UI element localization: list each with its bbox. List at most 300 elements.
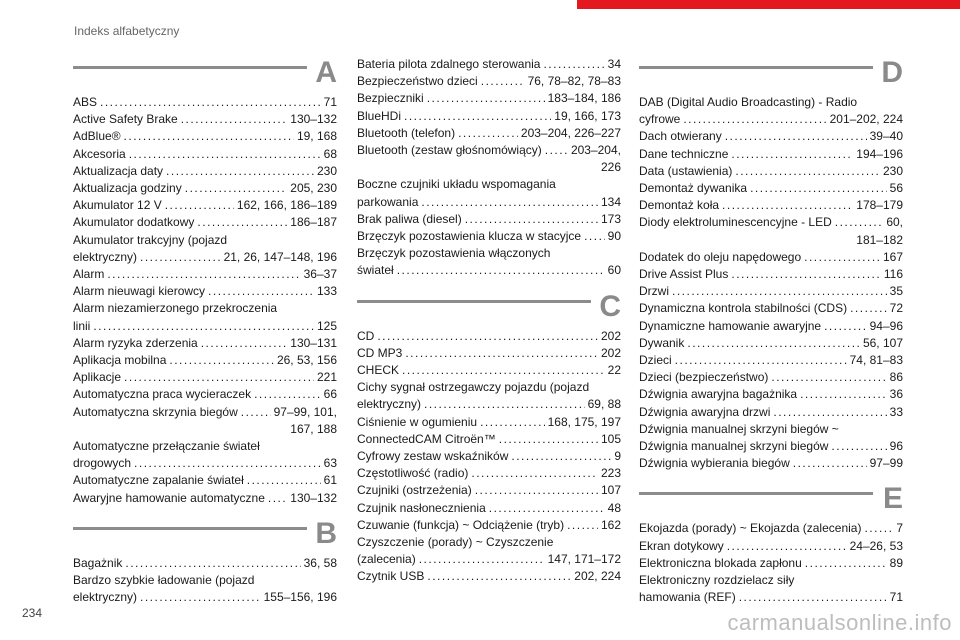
index-entry-text: Elektroniczny rozdzielacz siły: [639, 573, 795, 588]
index-entry-line: [357, 551, 621, 568]
index-entry-line: [73, 94, 337, 111]
page-reference[interactable]: 194–196: [856, 146, 903, 161]
page-header-title: Indeks alfabetyczny: [74, 24, 180, 38]
index-entry-text: Automatyczne przełączanie świateł: [73, 439, 260, 454]
index-section: [357, 56, 621, 280]
index-entry[interactable]: [357, 176, 621, 210]
dot-leader: [750, 180, 887, 197]
page-reference-continued[interactable]: 167, 188: [290, 421, 337, 436]
index-entry-line: [357, 108, 621, 125]
index-entry-text: BlueHDi: [357, 108, 402, 123]
index-entry[interactable]: [357, 517, 621, 534]
index-entry[interactable]: [357, 90, 621, 107]
index-entry-text: linii: [73, 318, 91, 333]
page-reference[interactable]: 34: [607, 57, 621, 71]
page-reference-continued[interactable]: 226: [600, 160, 621, 175]
index-entry[interactable]: [357, 534, 621, 568]
index-entry-line: [73, 490, 337, 507]
page-reference[interactable]: 168, 175, 197: [547, 414, 621, 429]
index-entry[interactable]: [639, 455, 903, 472]
index-entry[interactable]: [73, 266, 337, 283]
index-entry[interactable]: [73, 197, 337, 214]
page-reference[interactable]: 162: [600, 517, 621, 532]
index-entry[interactable]: [639, 128, 903, 145]
page-reference[interactable]: 61: [323, 473, 337, 488]
index-entry-text: Bluetooth (telefon): [357, 125, 456, 140]
index-entry[interactable]: [357, 245, 621, 279]
index-entry[interactable]: [639, 335, 903, 352]
index-entry-text: Data (ustawienia): [639, 163, 733, 178]
page-reference[interactable]: 178–179: [856, 198, 903, 213]
index-entry-text: Akumulator 12 V: [73, 198, 162, 213]
index-entry[interactable]: [73, 94, 337, 111]
index-entry-line: [639, 438, 903, 455]
index-column: [73, 56, 337, 616]
index-entry[interactable]: [73, 214, 337, 231]
index-entry-text: Dźwignia awaryjna drzwi: [639, 404, 771, 419]
index-entry[interactable]: [357, 228, 621, 245]
index-entry-text: Brzęczyk pozostawienia klucza w stacyjce: [357, 229, 582, 244]
index-entry-line: [73, 386, 337, 403]
page-reference[interactable]: 107: [600, 483, 621, 498]
index-entry[interactable]: [73, 232, 337, 266]
page-reference[interactable]: 223: [600, 466, 621, 481]
index-entry-text: Dodatek do oleju napędowego: [639, 249, 802, 264]
page-reference[interactable]: 66: [323, 387, 337, 402]
watermark: carmanualsonline.info: [727, 610, 952, 635]
index-entry[interactable]: [357, 73, 621, 90]
dot-leader: [683, 111, 826, 128]
index-entry[interactable]: [639, 249, 903, 266]
page-reference[interactable]: 202: [600, 345, 621, 360]
index-entry-line: [73, 589, 337, 606]
section-letter: C: [599, 289, 621, 323]
index-entry[interactable]: [357, 448, 621, 465]
dot-leader: [140, 249, 221, 266]
index-entry-text: Aplikacja mobilna: [73, 353, 167, 368]
index-entry[interactable]: [639, 386, 903, 403]
index-entry[interactable]: [73, 490, 337, 507]
page-reference[interactable]: 125: [316, 318, 337, 333]
index-entry-line: [639, 555, 903, 572]
index-entry-text: Diody elektroluminescencyjne - LED: [639, 215, 832, 230]
index-entry[interactable]: [73, 111, 337, 128]
dot-leader: [727, 538, 847, 555]
index-entry-text: świateł: [357, 263, 394, 278]
index-entry-text: Drzwi: [639, 284, 669, 299]
index-entry-line: [357, 228, 621, 245]
page-reference[interactable]: 63: [323, 456, 337, 471]
page-reference[interactable]: 19, 168: [296, 129, 337, 144]
index-entry[interactable]: [639, 404, 903, 421]
page-reference[interactable]: 60,: [886, 215, 903, 230]
index-entry-line: [357, 500, 621, 517]
page-reference[interactable]: 201–202, 224: [829, 112, 903, 127]
index-entry-line: [639, 386, 903, 403]
dot-leader: [169, 352, 274, 369]
dot-leader: [185, 180, 288, 197]
index-section: [639, 56, 903, 472]
page-reference[interactable]: 90: [607, 229, 621, 244]
index-entry-line: [639, 128, 903, 145]
page-reference[interactable]: 22: [607, 363, 621, 378]
page-reference-continued[interactable]: 181–182: [856, 232, 903, 247]
index-entry[interactable]: [357, 345, 621, 362]
index-entry[interactable]: [357, 414, 621, 431]
index-entry[interactable]: [73, 163, 337, 180]
index-entry-text: Aktualizacja godziny: [73, 181, 182, 196]
page-reference[interactable]: 86: [889, 370, 903, 385]
index-entry-line: [73, 352, 337, 369]
index-entry-text: CHECK: [357, 363, 400, 378]
dot-leader: [254, 386, 321, 403]
page-reference[interactable]: 36: [889, 387, 903, 402]
index-entry-line: [73, 111, 337, 128]
dot-leader: [831, 438, 886, 455]
dot-leader: [824, 318, 867, 335]
page-reference[interactable]: 97–99: [869, 456, 903, 471]
index-entry[interactable]: [73, 283, 337, 300]
dot-leader: [129, 146, 321, 163]
index-entry-line: [73, 197, 337, 214]
index-entry[interactable]: [639, 146, 903, 163]
index-entry-line: [357, 73, 621, 90]
page-reference[interactable]: 230: [316, 163, 337, 178]
index-entry[interactable]: [73, 472, 337, 489]
index-entry[interactable]: [73, 404, 337, 438]
page-reference[interactable]: 60: [607, 263, 621, 278]
dot-leader: [773, 404, 886, 421]
page-reference[interactable]: 71: [889, 590, 903, 605]
section-letter: E: [882, 482, 903, 516]
index-entry[interactable]: [639, 266, 903, 283]
index-entry[interactable]: [357, 328, 621, 345]
page-reference[interactable]: 94–96: [869, 318, 903, 333]
page-reference[interactable]: 48: [607, 500, 621, 515]
index-entry[interactable]: [73, 146, 337, 163]
index-entry-line: [639, 180, 903, 197]
page-reference[interactable]: 162, 166, 186–189: [236, 198, 337, 213]
dot-leader: [864, 520, 893, 537]
index-entry[interactable]: [357, 56, 621, 73]
index-entry[interactable]: [639, 300, 903, 317]
page-number: 234: [22, 606, 43, 620]
index-entry[interactable]: [639, 555, 903, 572]
index-entry-text: drogowych: [73, 456, 132, 471]
dot-leader: [804, 249, 880, 266]
section-divider: [73, 66, 307, 69]
index-entry[interactable]: [639, 369, 903, 386]
index-column: [357, 56, 621, 596]
page-reference[interactable]: 36, 58: [303, 555, 337, 570]
section-divider: [73, 527, 307, 530]
index-entry-line: [357, 431, 621, 448]
section-header: [73, 517, 337, 551]
index-entry-line: [73, 180, 337, 197]
section-divider: [639, 492, 873, 495]
index-entry-line: [73, 163, 337, 180]
index-entry-text: Alarm: [73, 267, 105, 282]
index-entry[interactable]: [357, 500, 621, 517]
index-entry-text: Ekran dotykowy: [639, 538, 724, 553]
index-entry-text: Elektroniczna blokada zapłonu: [639, 555, 802, 570]
index-entry-text: Dzieci (bezpieczeństwo): [639, 370, 769, 385]
index-entry[interactable]: [639, 572, 903, 606]
index-entry[interactable]: [357, 465, 621, 482]
page-reference[interactable]: 24–26, 53: [849, 538, 903, 553]
index-entry-text: Drive Assist Plus: [639, 267, 729, 282]
page-reference[interactable]: 203–204, 226–227: [520, 125, 621, 140]
dot-leader: [125, 555, 300, 572]
dot-leader: [93, 318, 314, 335]
index-entry[interactable]: [357, 568, 621, 585]
section-letter: D: [881, 56, 903, 89]
dot-leader: [377, 328, 598, 345]
dot-leader: [687, 335, 860, 352]
dot-leader: [543, 56, 604, 73]
index-entry-text: elektryczny): [73, 249, 138, 264]
index-entry-text: AdBlue®: [73, 129, 121, 144]
dot-leader: [419, 551, 545, 568]
page-reference[interactable]: 74, 81–83: [849, 353, 903, 368]
page-reference[interactable]: 39–40: [869, 129, 903, 144]
page-reference[interactable]: 21, 26, 147–148, 196: [223, 249, 337, 264]
page-reference[interactable]: 96: [889, 439, 903, 454]
section-header: [639, 56, 903, 90]
index-entry[interactable]: [639, 520, 903, 537]
index-entry-line: [73, 146, 337, 163]
page-reference[interactable]: 36–37: [303, 267, 337, 282]
dot-leader: [405, 345, 598, 362]
index-entry-text: hamowania (REF): [639, 590, 736, 605]
page-reference[interactable]: 134: [600, 194, 621, 209]
index-entry[interactable]: [639, 214, 903, 248]
page-reference[interactable]: 221: [316, 370, 337, 385]
index-entry-line: [357, 414, 621, 431]
index-entry[interactable]: [639, 421, 903, 455]
index-entry-line: [357, 56, 621, 73]
index-entry[interactable]: [73, 369, 337, 386]
index-entry-text: (zalecenia): [357, 552, 416, 567]
index-entry[interactable]: [73, 335, 337, 352]
page-reference[interactable]: 205, 230: [290, 181, 337, 196]
page-reference[interactable]: 72: [889, 301, 903, 316]
index-entry[interactable]: [639, 163, 903, 180]
page-reference[interactable]: 56, 107: [862, 335, 903, 350]
index-entry[interactable]: [357, 125, 621, 142]
index-entry-line: [639, 369, 903, 386]
dot-leader: [771, 369, 886, 386]
page-reference[interactable]: 130–132: [290, 112, 337, 127]
index-entry-text: Czyszczenie (porady) ~ Czyszczenie: [357, 535, 554, 550]
index-entry-text: Bezpieczniki: [357, 91, 424, 106]
page-reference[interactable]: 130–132: [290, 490, 337, 505]
index-entry-line: [73, 369, 337, 386]
index-entry[interactable]: [357, 142, 621, 176]
index-entry-text: Aktualizacja daty: [73, 163, 164, 178]
page-reference[interactable]: 155–156, 196: [263, 590, 337, 605]
index-entry[interactable]: [73, 572, 337, 606]
index-entry-line: [639, 283, 903, 300]
dot-leader: [140, 589, 261, 606]
index-entry-text: Alarm ryzyka zderzenia: [73, 335, 198, 350]
index-entry-line: [639, 146, 903, 163]
page-reference[interactable]: 203–204,: [570, 143, 621, 158]
dot-leader: [181, 111, 288, 128]
index-entry-text: ConnectedCAM Citroën™: [357, 431, 496, 446]
dot-leader: [835, 214, 884, 231]
page-reference[interactable]: 202: [600, 328, 621, 343]
index-entry[interactable]: [73, 555, 337, 572]
index-entry[interactable]: [73, 438, 337, 472]
page-reference[interactable]: 186–187: [290, 215, 337, 230]
dot-leader: [725, 128, 867, 145]
index-entry-line: [357, 211, 621, 228]
page-reference[interactable]: 202, 224: [574, 569, 621, 584]
dot-leader: [489, 500, 605, 517]
index-entry-text: Cyfrowy zestaw wskaźników: [357, 449, 509, 464]
index-entry[interactable]: [639, 197, 903, 214]
index-entry-line: [357, 448, 621, 465]
page-reference[interactable]: 7: [896, 521, 903, 536]
index-entry-line: [73, 214, 337, 231]
section-letter: A: [315, 56, 337, 89]
index-entry[interactable]: [639, 180, 903, 197]
index-entry[interactable]: [639, 318, 903, 335]
dot-leader: [402, 362, 605, 379]
dot-leader: [424, 396, 585, 413]
index-entry-text: Automatyczna praca wycieraczek: [73, 387, 252, 402]
index-entry-text: Ekojazda (porady) ~ Ekojazda (zalecenia): [639, 521, 862, 536]
page-reference[interactable]: 89: [889, 555, 903, 570]
dot-leader: [499, 431, 598, 448]
accent-bar: [577, 0, 960, 9]
index-entry-line: [639, 455, 903, 472]
dot-leader: [805, 555, 887, 572]
dot-leader: [197, 214, 287, 231]
index-entry-line: [639, 335, 903, 352]
index-entry-line: [357, 328, 621, 345]
page-reference[interactable]: 71: [323, 95, 337, 109]
index-entry[interactable]: [639, 352, 903, 369]
index-entry-line: [357, 262, 621, 279]
page-reference[interactable]: 26, 53, 156: [276, 353, 337, 368]
page-reference[interactable]: 33: [889, 404, 903, 419]
index-entry[interactable]: [639, 283, 903, 300]
index-entry[interactable]: [73, 352, 337, 369]
index-entry-text: Demontaż koła: [639, 198, 720, 213]
index-entry-text: Czujnik nasłonecznienia: [357, 500, 486, 515]
page-reference[interactable]: 105: [600, 431, 621, 446]
index-entry[interactable]: [73, 180, 337, 197]
page-reference[interactable]: 68: [323, 146, 337, 161]
page-reference[interactable]: 116: [883, 267, 903, 282]
dot-leader: [793, 455, 867, 472]
page-reference[interactable]: 130–131: [290, 335, 337, 350]
index-entry-line: [73, 404, 337, 421]
index-entry[interactable]: [357, 431, 621, 448]
index-entry-text: Bateria pilota zdalnego sterowania: [357, 57, 541, 71]
dot-leader: [427, 90, 545, 107]
dot-leader: [739, 589, 887, 606]
index-entry-text: Brzęczyk pozostawienia włączonych: [357, 246, 551, 261]
index-entry[interactable]: [73, 300, 337, 334]
page-reference[interactable]: 183–184, 186: [547, 91, 621, 106]
dot-leader: [731, 146, 853, 163]
dot-leader: [100, 94, 321, 111]
index-entry-text: Dźwignia wybierania biegów: [639, 456, 790, 471]
index-entry[interactable]: [73, 128, 337, 145]
index-entry-text: Częstotliwość (radio): [357, 466, 469, 481]
index-entry-text: Dźwignia awaryjna bagażnika: [639, 387, 798, 402]
dot-leader: [850, 300, 887, 317]
dot-leader: [675, 352, 847, 369]
index-entry-line: [357, 345, 621, 362]
page-reference[interactable]: 133: [316, 284, 337, 299]
dot-leader: [458, 125, 518, 142]
index-entry-text: parkowania: [357, 194, 419, 209]
index-entry[interactable]: [357, 482, 621, 499]
dot-leader: [421, 194, 598, 211]
page-reference[interactable]: 173: [600, 211, 621, 226]
index-entry-line: [73, 249, 337, 266]
page-reference[interactable]: 69, 88: [587, 397, 621, 412]
index-entry-text: Bagażnik: [73, 555, 123, 570]
dot-leader: [672, 283, 887, 300]
index-entry-line: [639, 520, 903, 537]
index-entry[interactable]: [357, 362, 621, 379]
page-reference[interactable]: 230: [882, 163, 903, 178]
page-reference[interactable]: 76, 78–82, 78–83: [527, 74, 621, 89]
dot-leader: [404, 108, 551, 125]
index-entry[interactable]: [357, 108, 621, 125]
page-reference[interactable]: 97–99, 101,: [273, 404, 337, 419]
index-entry-text: Aplikacje: [73, 370, 122, 385]
index-entry-line: [73, 283, 337, 300]
index-entry-text: Akumulator dodatkowy: [73, 215, 195, 230]
page-reference[interactable]: 167: [882, 249, 903, 264]
dot-leader: [124, 128, 294, 145]
index-entry[interactable]: [73, 386, 337, 403]
page-reference[interactable]: 56: [889, 181, 903, 196]
dot-leader: [134, 455, 321, 472]
index-entry-line: [357, 517, 621, 534]
section-header: [73, 56, 337, 90]
index-entry-text: Bardzo szybkie ładowanie (pojazd: [73, 573, 255, 588]
index-entry[interactable]: [639, 94, 903, 128]
page-reference[interactable]: 35: [889, 284, 903, 299]
dot-leader: [731, 266, 881, 283]
dot-leader: [735, 163, 880, 180]
index-entry-text: Alarm nieuwagi kierowcy: [73, 284, 206, 299]
index-entry[interactable]: [639, 538, 903, 555]
index-entry-line: [357, 465, 621, 482]
page-reference[interactable]: 147, 171–172: [547, 552, 621, 567]
dot-leader: [241, 404, 271, 421]
index-entry[interactable]: [357, 379, 621, 413]
index-entry-line: [639, 163, 903, 180]
dot-leader: [165, 197, 234, 214]
index-entry-text: Bluetooth (zestaw głośnomówiący): [357, 143, 542, 158]
index-entry-line: [357, 142, 621, 159]
index-entry-text: Brak paliwa (diesel): [357, 211, 462, 226]
index-entry-text: Dynamiczna kontrola stabilności (CDS): [639, 301, 848, 316]
page-reference[interactable]: 9: [614, 449, 621, 464]
dot-leader: [475, 482, 598, 499]
page-reference[interactable]: 19, 166, 173: [554, 108, 621, 123]
index-entry-line: [357, 482, 621, 499]
index-entry[interactable]: [357, 211, 621, 228]
